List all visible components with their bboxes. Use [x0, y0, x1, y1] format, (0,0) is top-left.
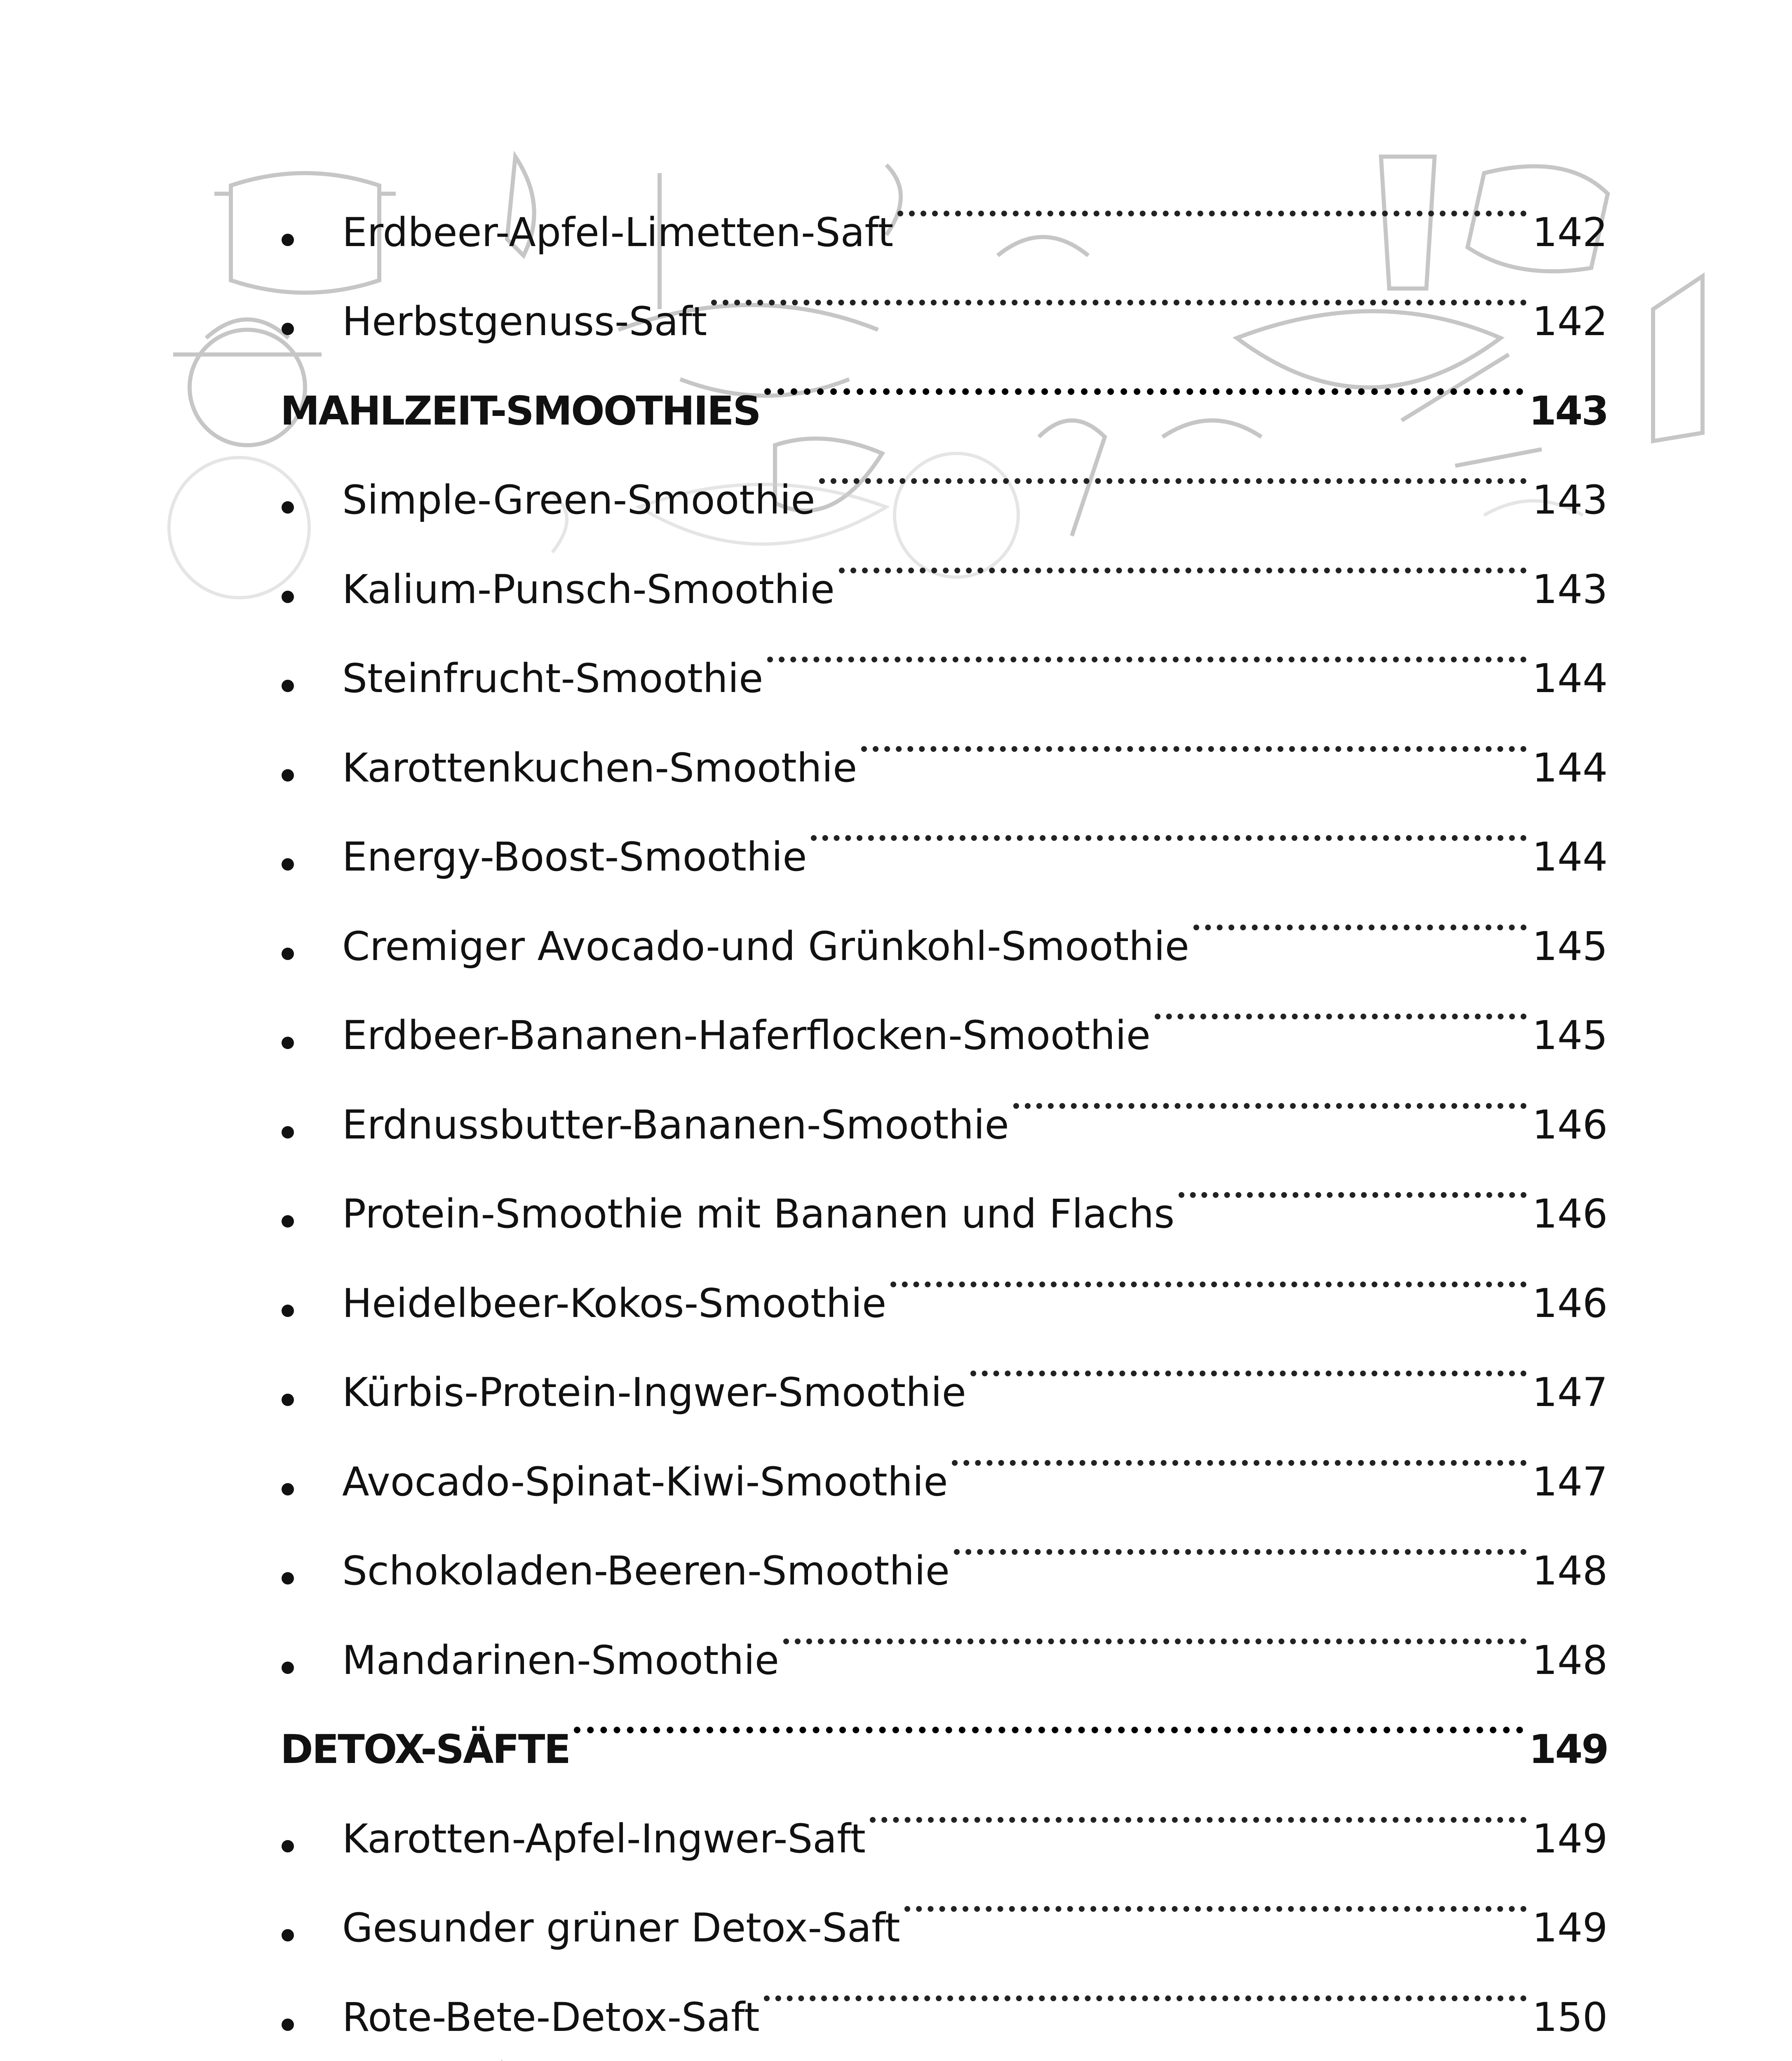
dot-leader — [870, 1763, 1527, 1852]
toc-page-number: 146 — [1532, 1191, 1608, 1237]
toc-page-number: 147 — [1532, 1369, 1608, 1415]
dot-leader — [574, 1674, 1523, 1763]
toc-page-number: 144 — [1532, 834, 1608, 880]
toc-item-title: Kalium-Punsch-Smoothie — [342, 566, 835, 613]
toc-section-title: MAHLZEIT-SMOOTHIES — [280, 387, 760, 434]
toc-page-number: 143 — [1532, 477, 1608, 523]
toc-item-title: Erdnussbutter-Bananen-Smoothie — [342, 1101, 1009, 1148]
dot-leader — [839, 514, 1527, 603]
dot-leader — [1155, 960, 1527, 1049]
dot-leader — [714, 2031, 1527, 2061]
dot-leader — [897, 157, 1527, 246]
toc-item-title: Heidelbeer-Kokos-Smoothie — [342, 1280, 887, 1326]
toc-item-title: Herbstgenuss-Saft — [342, 298, 707, 345]
toc-page-number: 146 — [1532, 1101, 1608, 1148]
toc-item-title: Schokoladen-Beeren-Smoothie — [342, 1548, 950, 1594]
dot-leader — [819, 425, 1526, 514]
dot-leader — [861, 692, 1527, 782]
toc-page-number: 150 — [1532, 1994, 1608, 2040]
toc-page-number: 142 — [1532, 298, 1608, 345]
toc-page-number: 146 — [1532, 1280, 1608, 1326]
toc-page-number: 143 — [1529, 387, 1608, 434]
toc-item-title: Avocado-Spinat-Kiwi-Smoothie — [342, 1458, 948, 1505]
dot-leader — [711, 246, 1527, 336]
toc-item-title: Kürbis-Protein-Ingwer-Smoothie — [342, 1369, 966, 1415]
toc-item-title: Gesunder grüner Detox-Saft — [342, 1905, 900, 1951]
dot-leader — [954, 1495, 1527, 1585]
toc-item-title: Karotten-Apfel-Ingwer-Saft — [342, 1815, 866, 1862]
toc-item-title: Cremiger Avocado-und Grünkohl-Smoothie — [342, 923, 1189, 969]
toc-page-number: 144 — [1532, 655, 1608, 702]
toc-page-number: 144 — [1532, 744, 1608, 791]
toc-page-number: 149 — [1532, 1905, 1608, 1951]
table-of-contents — [280, 157, 1608, 2061]
toc-item-title: Mandarinen-Smoothie — [342, 1637, 779, 1683]
toc-page-number: 145 — [1532, 1012, 1608, 1059]
dot-leader — [811, 782, 1526, 871]
toc-page-number: 148 — [1532, 1637, 1608, 1683]
toc-item-title: Protein-Smoothie mit Bananen und Flachs — [342, 1191, 1175, 1237]
toc-page-number: 142 — [1532, 209, 1608, 256]
toc-section-title: DETOX-SÄFTE — [280, 1726, 570, 1772]
dot-leader — [1179, 1138, 1526, 1228]
toc-item-title: Karottenkuchen-Smoothie — [342, 744, 857, 791]
dot-leader — [1013, 1049, 1527, 1138]
toc-page-number: 148 — [1532, 1548, 1608, 1594]
toc-page-number: 149 — [1532, 1815, 1608, 1862]
dot-leader — [764, 335, 1523, 425]
dot-leader — [764, 1941, 1527, 2031]
toc-item-title: Simple-Green-Smoothie — [342, 477, 815, 523]
dot-leader — [783, 1584, 1527, 1674]
dot-leader — [890, 1228, 1527, 1317]
dot-leader — [970, 1317, 1527, 1406]
toc-page-number: 143 — [1532, 566, 1608, 613]
dot-leader — [904, 1852, 1527, 1942]
dot-leader — [952, 1406, 1526, 1495]
toc-item-title: Erdbeer-Bananen-Haferflocken-Smoothie — [342, 1012, 1151, 1059]
dot-leader — [767, 603, 1526, 692]
toc-page-number: 149 — [1529, 1726, 1608, 1772]
toc-item-title: Rote-Bete-Detox-Saft — [342, 1994, 760, 2040]
toc-item[interactable] — [280, 157, 1608, 256]
toc-item-title: Energy-Boost-Smoothie — [342, 834, 807, 880]
dot-leader — [1193, 871, 1527, 960]
toc-item-title: Steinfrucht-Smoothie — [342, 655, 763, 702]
toc-page-number: 147 — [1532, 1458, 1608, 1505]
toc-item-title: Erdbeer-Apfel-Limetten-Saft — [342, 209, 894, 256]
toc-page-number: 145 — [1532, 923, 1608, 969]
